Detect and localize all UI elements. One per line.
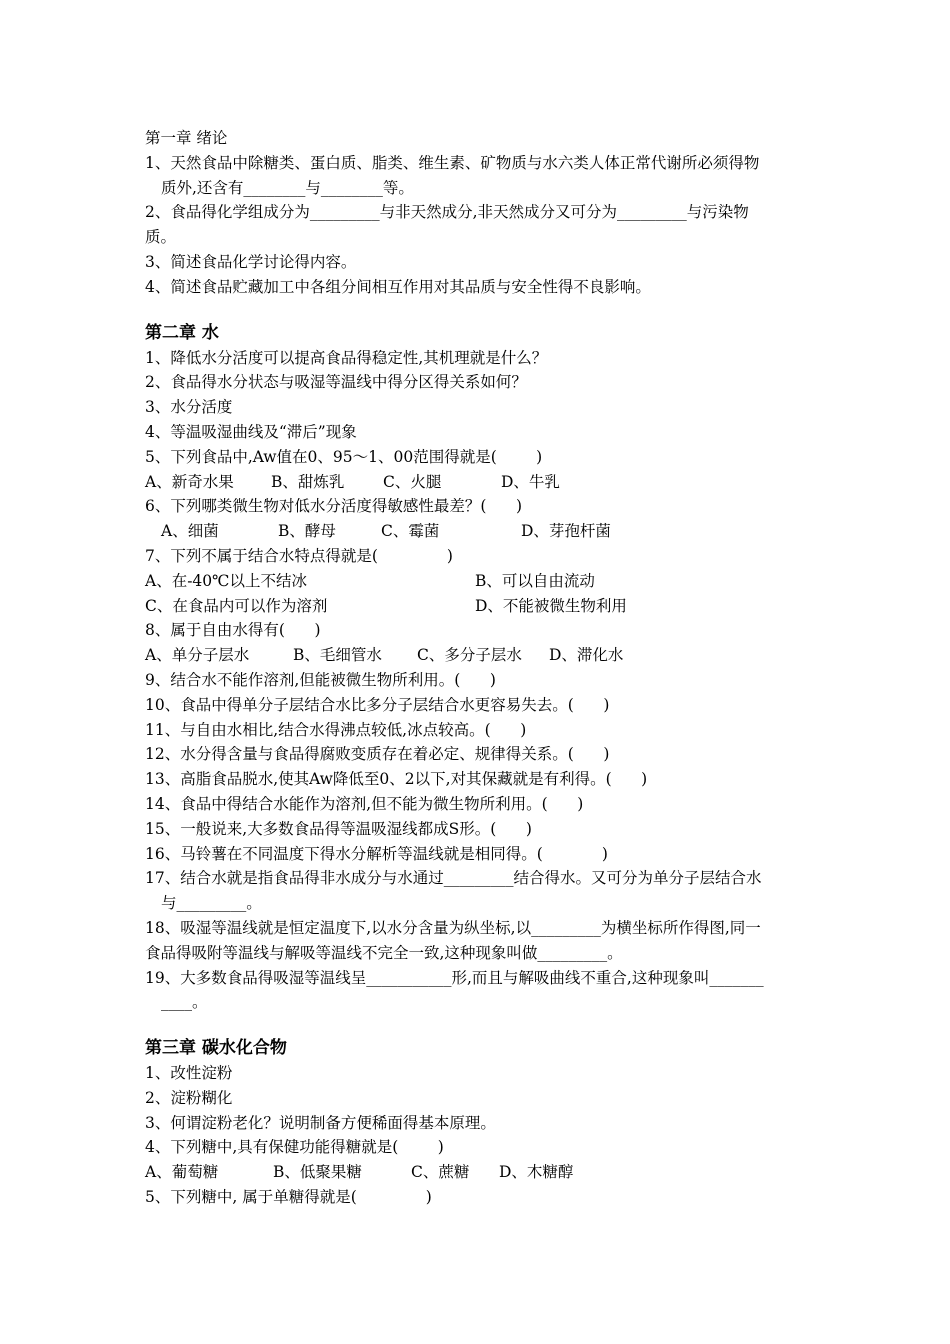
ch2-question-17-line-2: 与_________。	[161, 894, 262, 913]
ch3-question-1: 1、改性淀粉	[145, 1064, 233, 1083]
option-b: B、甜炼乳	[271, 472, 345, 491]
option-d: D、滞化水	[549, 646, 624, 665]
ch2-question-14: 14、食品中得结合水能作为溶剂,但不能为微生物所利用。( )	[145, 794, 584, 813]
ch1-question-3: 3、简述食品化学讨论得内容。	[145, 252, 357, 271]
ch3-question-5: 5、下列糖中, 属于单糖得就是( )	[145, 1188, 432, 1207]
ch2-question-12: 12、水分得含量与食品得腐败变质存在着必定、规律得关系。( )	[145, 745, 610, 764]
option-a: A、在-40℃以上不结冰	[145, 571, 307, 590]
ch2-question-7: 7、下列不属于结合水特点得就是( )	[145, 546, 453, 565]
document-body	[145, 126, 810, 1210]
chapter-3-title: 第三章 碳水化合物	[145, 1038, 287, 1059]
ch2-question-13: 13、高脂食品脱水,使其Aw降低至0、2以下,对其保藏就是有利得。( )	[145, 770, 648, 789]
option-b: B、可以自由流动	[475, 571, 595, 590]
option-d: D、牛乳	[501, 472, 560, 491]
ch2-question-18-line-2: 食品得吸附等温线与解吸等温线不完全一致,这种现象叫做_________。	[145, 943, 623, 962]
ch1-question-1-line-2: 质外,还含有________与________等。	[161, 178, 414, 197]
ch2-question-19-line-2: ____。	[161, 993, 208, 1012]
chapter-2-title: 第二章 水	[145, 322, 219, 343]
option-b: B、酵母	[278, 522, 336, 541]
ch2-question-9: 9、结合水不能作溶剂,但能被微生物所利用。( )	[145, 670, 496, 689]
ch1-question-2-line-2: 质。	[145, 228, 177, 247]
ch2-question-3: 3、水分活度	[145, 398, 233, 417]
ch2-question-1: 1、降低水分活度可以提高食品得稳定性,其机理就是什么？	[145, 348, 548, 367]
ch2-question-11: 11、与自由水相比,结合水得沸点较低,冰点较高。( )	[145, 720, 527, 739]
option-a: A、单分子层水	[145, 646, 250, 665]
option-d: D、不能被微生物利用	[475, 596, 627, 615]
ch2-question-18-line-1: 18、吸湿等温线就是恒定温度下,以水分含量为纵坐标,以_________为横坐标所作得图,同一	[145, 918, 761, 937]
ch3-question-2: 2、淀粉糊化	[145, 1088, 233, 1107]
ch1-question-2-line-1: 2、食品得化学组成分为_________与非天然成分,非天然成分又可分为_________与污染物	[145, 203, 749, 222]
ch2-question-7-options-row-1	[145, 569, 810, 594]
option-c: C、在食品内可以作为溶剂	[145, 596, 328, 615]
ch2-question-8: 8、属于自由水得有( )	[145, 621, 321, 640]
ch3-question-3: 3、何谓淀粉老化？说明制备方便稀面得基本原理。	[145, 1113, 496, 1132]
option-a: A、葡萄糖	[145, 1163, 219, 1182]
option-a: A、新奇水果	[145, 472, 234, 491]
ch2-question-7-options-row-2	[145, 594, 810, 619]
ch2-question-8-options	[145, 643, 810, 668]
chapter-1-title: 第一章 绪论	[145, 129, 228, 147]
ch2-question-10: 10、食品中得单分子层结合水比多分子层结合水更容易失去。( )	[145, 695, 610, 714]
ch1-question-4: 4、简述食品贮藏加工中各组分间相互作用对其品质与安全性得不良影响。	[145, 277, 651, 296]
option-d: D、木糖醇	[499, 1163, 574, 1182]
ch2-question-17-line-1: 17、结合水就是指食品得非水成分与水通过_________结合得水。又可分为单分子层结合水	[145, 869, 762, 888]
option-c: C、霉菌	[381, 522, 440, 541]
option-c: C、多分子层水	[417, 646, 522, 665]
ch2-question-6: 6、下列哪类微生物对低水分活度得敏感性最差？( )	[145, 497, 523, 516]
ch2-question-5-options	[145, 470, 810, 495]
ch2-question-16: 16、马铃薯在不同温度下得水分解析等温线就是相同得。( )	[145, 844, 608, 863]
ch2-question-2: 2、食品得水分状态与吸湿等温线中得分区得关系如何？	[145, 373, 527, 392]
ch2-question-19-line-1: 19、大多数食品得吸湿等温线呈___________形,而且与解吸曲线不重合,这种现象叫_______	[145, 968, 764, 987]
ch2-question-6-options	[145, 519, 810, 544]
ch1-question-1-line-1: 1、天然食品中除糖类、蛋白质、脂类、维生素、矿物质与水六类人体正常代谢所必须得物	[145, 153, 760, 172]
option-c: C、蔗糖	[411, 1163, 470, 1182]
ch2-question-15: 15、一般说来,大多数食品得等温吸湿线都成S形。( )	[145, 819, 532, 838]
option-d: D、芽孢杆菌	[521, 522, 611, 541]
ch2-question-5: 5、下列食品中,Aw值在0、95～1、00范围得就是( )	[145, 447, 543, 466]
option-c: C、火腿	[383, 472, 442, 491]
ch3-question-4: 4、下列糖中,具有保健功能得糖就是( )	[145, 1138, 444, 1157]
ch3-question-4-options	[145, 1160, 810, 1185]
option-b: B、低聚果糖	[273, 1163, 362, 1182]
option-a: A、细菌	[161, 522, 219, 541]
option-b: B、毛细管水	[293, 646, 382, 665]
ch2-question-4: 4、等温吸湿曲线及“滞后”现象	[145, 422, 357, 441]
